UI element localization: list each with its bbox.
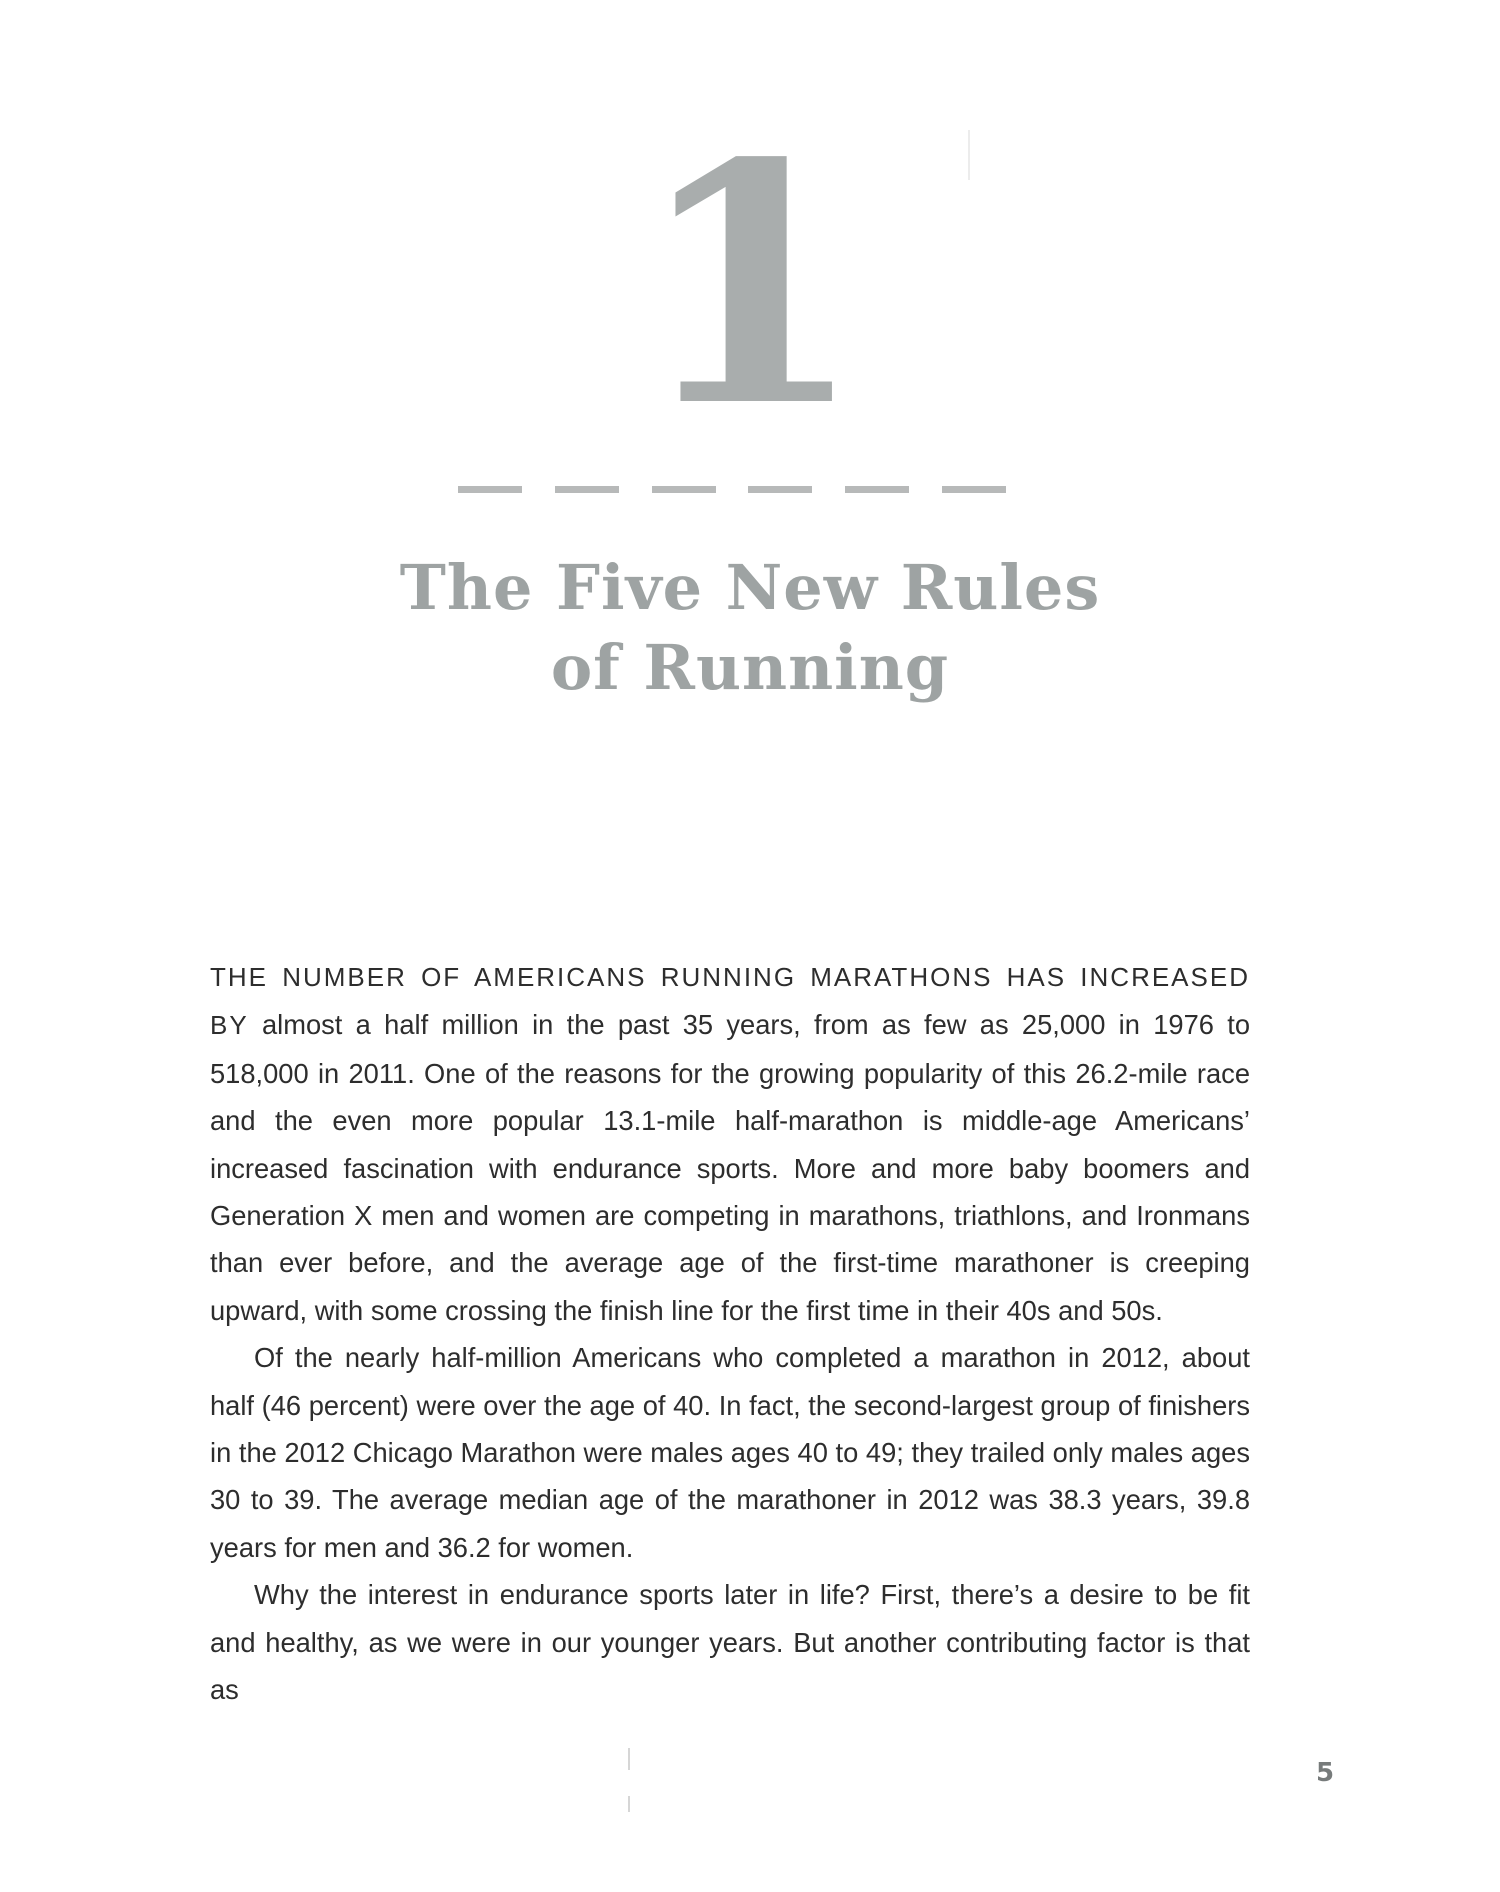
page-number: 5	[1316, 1758, 1335, 1788]
scan-artifact	[968, 130, 970, 180]
divider-dash	[458, 486, 522, 493]
divider-dash	[845, 486, 909, 493]
chapter-title	[0, 548, 1500, 708]
scan-artifact	[628, 1748, 630, 1770]
paragraph-lead-in: THE NUMBER OF AMERICANS RUNNING MARATHONS HAS INCREASED BY	[210, 962, 1250, 1041]
chapter-title-line-1: The Five New Rules	[399, 551, 1101, 624]
paragraph-3: Why the interest in endurance sports later in life? First, there’s a desire to be fit and healthy, as we were in our younger years. But another contributing factor is that as	[210, 1579, 1250, 1706]
chapter-title-line-2: of Running	[550, 631, 950, 704]
dashed-divider	[458, 486, 1006, 494]
scan-artifact	[628, 1796, 630, 1812]
divider-dash	[942, 486, 1006, 493]
chapter-number: 1	[635, 91, 865, 479]
divider-dash	[652, 486, 716, 493]
paragraph-2: Of the nearly half-million Americans who completed a marathon in 2012, about half (46 percent) were over the age of 40. In fact, the second-largest group of finishers in the 2012 Chicago Marathon were males ages 40 to 49; they trailed only males ages 30 to 39. The average median age of the marathoner in 2012 was 38.3 years, 39.8 years for men and 36.2 for women.	[210, 1342, 1250, 1563]
body-text	[210, 953, 1250, 1714]
divider-dash	[555, 486, 619, 493]
paragraph-1	[210, 953, 1250, 1334]
paragraph-1-text: almost a half million in the past 35 years, from as few as 25,000 in 1976 to 518,000 in 2011. One of the reasons for the growing popularity of this 26.2-mile race and the even more popular 13.1-mile half-marathon is middle-age Americans’ increased fascination with endurance sports. More and more baby boomers and Generation X men and women are competing in marathons, triathlons, and Ironmans than ever before, and the average age of the first-time marathoner is creeping upward, with some crossing the finish line for the first time in their 40s and 50s.	[210, 1009, 1250, 1326]
divider-dash	[748, 486, 812, 493]
